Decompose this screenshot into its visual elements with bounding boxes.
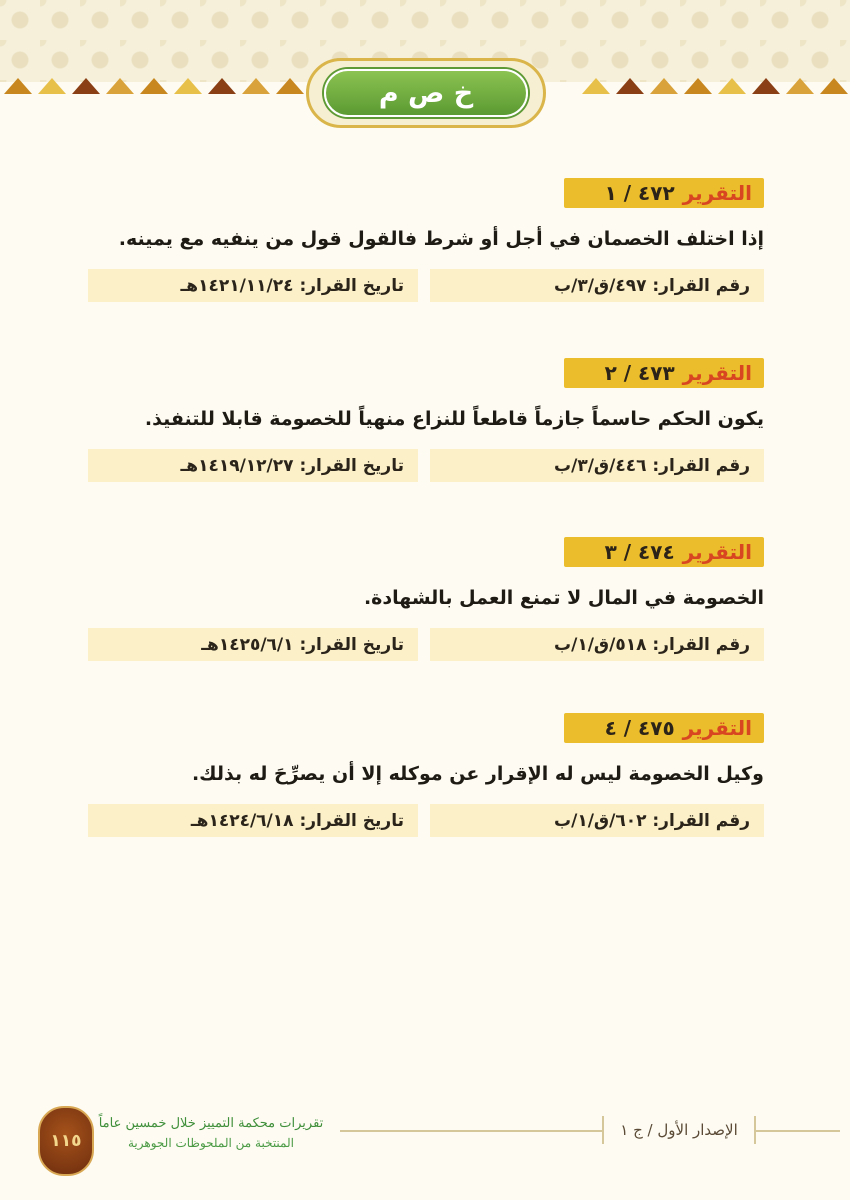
entry-number: ٤٧٤ / ٣ [604,540,675,564]
decision-number: رقم القرار: ٤٩٧/ق/٣/ب [430,269,764,302]
entry-title [564,178,764,208]
book-title-line1: تقريرات محكمة التمييز خلال خمسين عاماً [98,1116,324,1131]
page-number: ١١٥ [38,1106,94,1176]
decision-date: تاريخ القرار: ١٤٢٤/٦/١٨هـ [88,804,418,837]
entry-1 [88,178,764,308]
decision-date: تاريخ القرار: ١٤١٩/١٢/٢٧هـ [88,449,418,482]
entry-3 [88,537,764,667]
entry-number: ٤٧٢ / ١ [604,181,675,205]
entry-2 [88,358,764,488]
book-title-line2: المنتخبة من الملحوظات الجوهرية [128,1136,294,1150]
entry-title [564,537,764,567]
entry-number: ٤٧٥ / ٤ [604,716,675,740]
decision-number: رقم القرار: ٥١٨/ق/١/ب [430,628,764,661]
decision-date: تاريخ القرار: ١٤٢٥/٦/١هـ [88,628,418,661]
entry-text: وكيل الخصومة ليس له الإقرار عن موكله إلا أن يصرِّحَ له بذلك. [191,763,764,785]
entry-label: التقرير [682,540,752,564]
entry-label: التقرير [682,181,752,205]
entry-text: الخصومة في المال لا تمنع العمل بالشهادة. [363,587,764,609]
entry-label: التقرير [682,716,752,740]
entry-text: إذا اختلف الخصمان في أجل أو شرط فالقول قول من ينفيه مع يمينه. [118,228,764,250]
header-badge [306,58,546,128]
entry-title [564,713,764,743]
entry-text: يكون الحكم حاسماً جازماً قاطعاً للنزاع منهياً للخصومة قابلا للتنفيذ. [144,408,764,430]
entry-label: التقرير [682,361,752,385]
footer-divider [340,1130,840,1132]
decision-number: رقم القرار: ٤٤٦/ق/٣/ب [430,449,764,482]
decision-number: رقم القرار: ٦٠٢/ق/١/ب [430,804,764,837]
decision-date: تاريخ القرار: ١٤٢١/١١/٢٤هـ [88,269,418,302]
section-title: خ ص م [324,69,528,117]
footer-book-title [96,1114,326,1152]
footer-section-label: الإصدار الأول / ج ١ [602,1116,756,1144]
entry-number: ٤٧٣ / ٢ [604,361,675,385]
entry-title [564,358,764,388]
entry-4 [88,713,764,843]
